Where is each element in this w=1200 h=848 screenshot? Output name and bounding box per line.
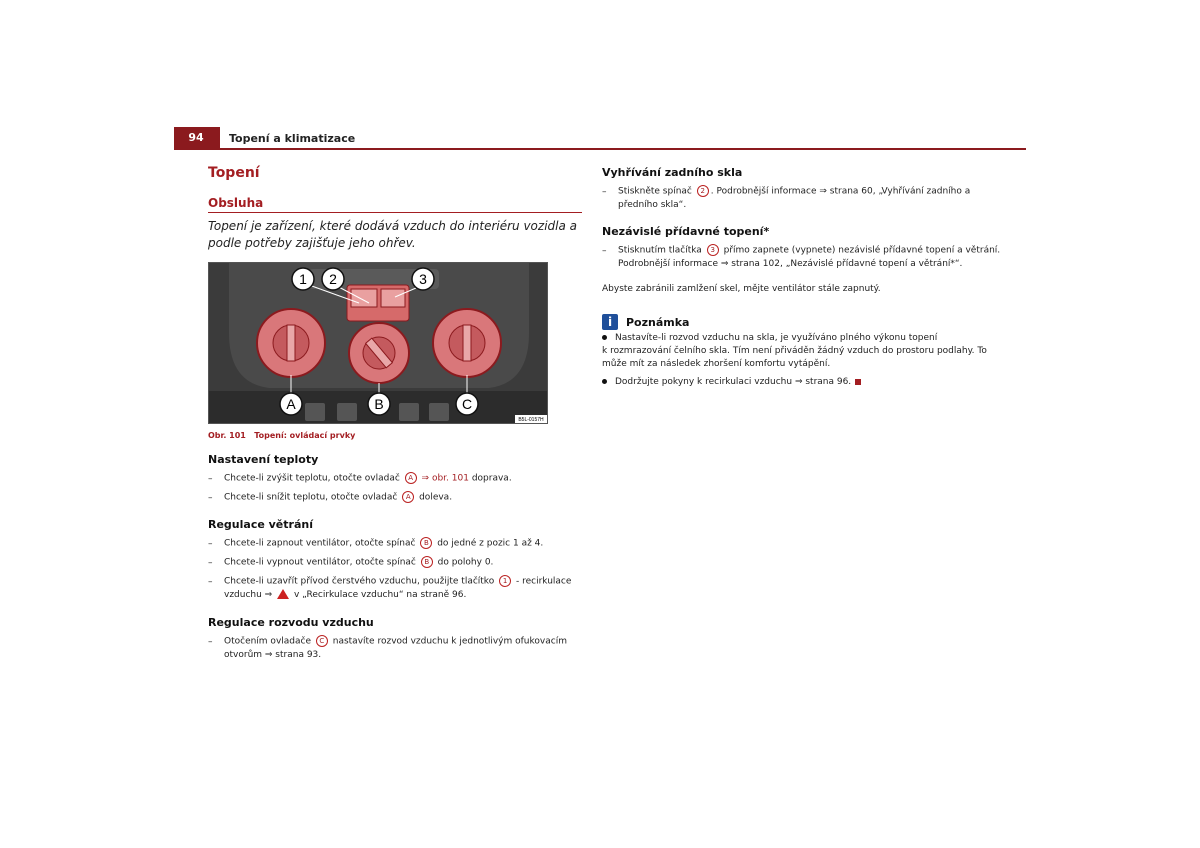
list-item: – Stiskněte spínač 2 . Podrobnější informace ⇒ strana 60, „Vyhřívání zadního a předního skla“. [602, 186, 971, 210]
callout-badge: A [402, 491, 414, 503]
intro-text: Topení je zařízení, které dodává vzduch do interiéru vozidla a podle potřeby zajišťuje jeho ohřev. [208, 219, 578, 250]
callout-badge: B [421, 556, 433, 568]
section-title: Topení [208, 165, 260, 181]
svg-text:C: C [461, 396, 473, 412]
subsection-rule [208, 212, 582, 213]
callout-1 [292, 268, 314, 290]
bullet-icon [602, 379, 607, 384]
heading-nastaveni-teploty: Nastavení teploty [208, 453, 319, 466]
page-number: 94 [188, 131, 204, 144]
svg-text:A: A [286, 396, 296, 412]
callout-badge: B [420, 537, 432, 549]
heading-regulace-rozvodu: Regulace rozvodu vzduchu [208, 616, 374, 629]
figure-ref: ⇒ obr. 101 [421, 473, 469, 484]
chapter-title: Topení a klimatizace [229, 132, 356, 145]
note-bullet: Nastavíte-li rozvod vzduchu na skla, je využíváno plného výkonu topení k rozmrazování čelního skla. Tím není přiváděn žádný vzduch do prostoru podlahy. To může mít za následek zhoršení komfortu vytápění. [602, 333, 987, 369]
heading-nezavisle-topeni: Nezávislé přídavné topení* [602, 225, 770, 238]
callout-badge: 2 [697, 185, 709, 197]
heater-panel-illustration [209, 263, 548, 424]
callout-badge: A [405, 472, 417, 484]
note-paragraph: Abyste zabránili zamlžení skel, mějte ventilátor stále zapnutý. [602, 284, 881, 294]
svg-text:3: 3 [419, 271, 427, 287]
list-item: – Otočením ovladače C nastavíte rozvod vzduchu k jednotlivým ofukovacím otvorům ⇒ strana 93. [208, 636, 567, 660]
subsection-title: Obsluha [208, 196, 264, 210]
note-bullet: Dodržujte pokyny k recirkulaci vzduchu ⇒ strana 96. [602, 376, 1022, 389]
end-mark-icon [855, 379, 861, 385]
callout-badge: C [316, 635, 328, 647]
warning-icon [277, 589, 289, 599]
heading-regulace-vetrani: Regulace větrání [208, 518, 313, 531]
note-header [602, 311, 689, 330]
note-heading: Poznámka [626, 316, 690, 329]
callout-badge: 1 [499, 575, 511, 587]
svg-text:1: 1 [299, 271, 307, 287]
list-item: – Chcete-li uzavřít přívod čerstvého vzduchu, použijte tlačítko 1 - recirkulace vzduchu ⇒ v „Recirkulace vzduchu“ na straně 96. [208, 576, 572, 600]
heater-controls-figure [208, 262, 548, 424]
figure-caption: Obr. 101 Topení: ovládací prvky [208, 431, 356, 440]
svg-text:B: B [374, 396, 384, 412]
svg-text:2: 2 [329, 271, 337, 287]
callout-b [368, 393, 390, 415]
callout-2 [322, 268, 344, 290]
header-rule [174, 148, 1026, 150]
list-item: – Chcete-li vypnout ventilátor, otočte spínač B do polohy 0. [208, 557, 494, 568]
bullet-icon [602, 335, 607, 340]
list-item: – Stisknutím tlačítka 3 přímo zapnete (vypnete) nezávislé přídavné topení a větrání. Podrobnější informace ⇒ strana 102, „Nezávislé přídavné topení a větrání*“. [602, 245, 1001, 269]
image-code: B5L-0157H [518, 417, 544, 423]
callout-3 [412, 268, 434, 290]
callout-a [280, 393, 302, 415]
list-item: – Chcete-li zvýšit teplotu, otočte ovladač A ⇒ obr. 101 doprava. [208, 473, 512, 484]
heading-vyhrivani: Vyhřívání zadního skla [602, 166, 743, 179]
info-icon: i [602, 314, 618, 330]
callout-c [456, 393, 478, 415]
list-item: – Chcete-li snížit teplotu, otočte ovladač A doleva. [208, 492, 453, 503]
callout-badge: 3 [707, 244, 719, 256]
list-item: – Chcete-li zapnout ventilátor, otočte spínač B do jedné z pozic 1 až 4. [208, 538, 544, 549]
